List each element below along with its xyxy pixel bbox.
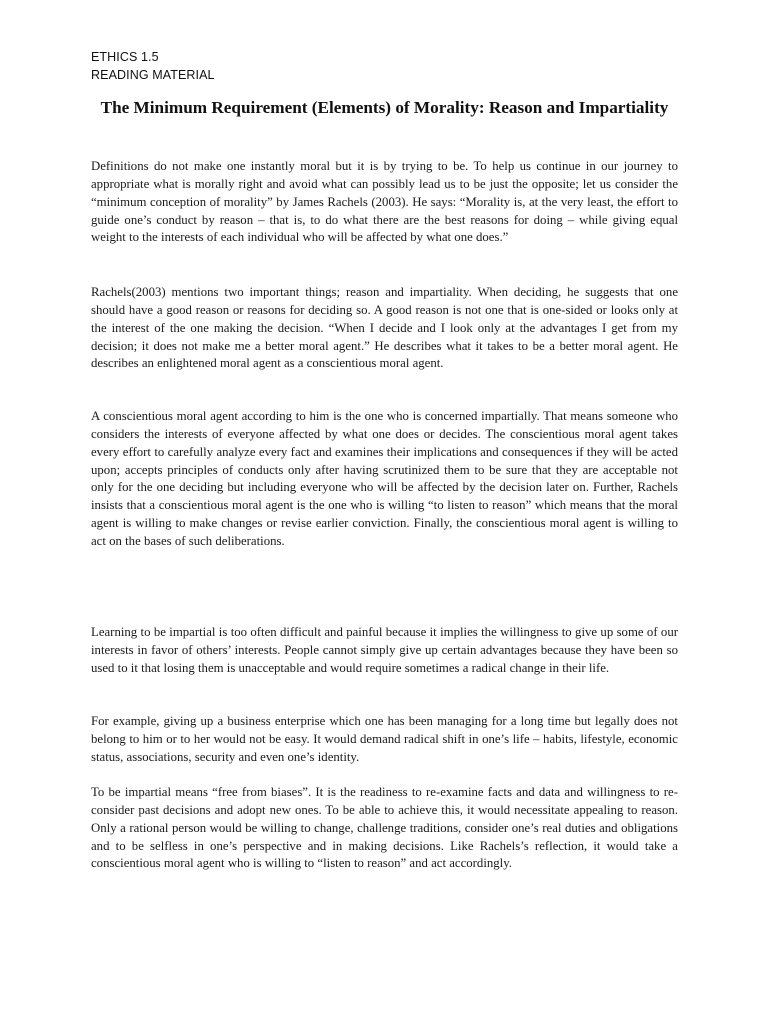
paragraph-free-from-biases: To be impartial means “free from biases”. It is the readiness to re-examine facts and data and willingness to re-consider past decisions and adopt new ones. To be able to achieve this, it would necessitate appealing to reason. Only a rational person would be willing to change, challenge traditions, consider one’s real duties and obligations and to be selfless in one’s perspective and in making decisions. Like Rachels’s reflection, it would take a conscientious moral agent who is willing to “listen to reason” and act accordingly. bbox=[91, 785, 678, 871]
paragraph-example: For example, giving up a business enterprise which one has been managing for a long time but legally does not belong to him or to her would not be easy. It would demand radical shift in one’s life – habits, lifestyle, economic status, associations, security and even one’s identity. bbox=[91, 714, 678, 764]
material-type-label: READING MATERIAL bbox=[91, 68, 215, 82]
paragraph-reason-impartiality: Rachels(2003) mentions two important things; reason and impartiality. When deciding, he suggests that one should have a good reason or reasons for deciding so. A good reason is not one that is one-sided or looks only at the interest of the one making the decision. “When I decide and I look only at the advantages I get from my decision; it does not make me a better moral agent.” He describes what it takes to be a better moral agent. He describes an enlightened moral agent as a conscientious moral agent. bbox=[91, 285, 678, 371]
paragraph-definition: Definitions do not make one instantly moral but it is by trying to be. To help us continue in our journey to appropriate what is morally right and avoid what can possibly lead us to be just the opposite; let us consider the “minimum conception of morality” by James Rachels (2003). He says: “Morality is, at the very least, the effort to guide one’s conduct by reason – that is, to do what there are the best reasons for doing – while giving equal weight to the interests of each individual who will be affected by what one does.” bbox=[91, 159, 678, 245]
paragraph-conscientious-agent: A conscientious moral agent according to him is the one who is concerned impartially. That means someone who considers the interests of everyone affected by what one does or decides. The conscientious moral agent takes every effort to carefully analyze every fact and examines their implications and consequences if they will be acted upon; accepts principles of conducts only after having scrutinized them to be sure that they are acceptable not only for the one deciding but including everyone who will be affected by the decision later on. Further, Rachels insists that a conscientious moral agent is the one who is willing “to listen to reason” which means that the moral agent is willing to make changes or revise earlier conviction. Finally, the conscientious moral agent is willing to act on the bases of such deliberations. bbox=[91, 409, 678, 548]
paragraph-learning-impartial: Learning to be impartial is too often difficult and painful because it implies the willingness to give up some of our interests in favor of others’ interests. People cannot simply give up certain advantages because they have been so used to it that losing them is unacceptable and would require sometimes a radical change in their life. bbox=[91, 625, 678, 675]
course-code: ETHICS 1.5 bbox=[91, 50, 159, 64]
document-title: The Minimum Requirement (Elements) of Morality: Reason and Impartiality bbox=[100, 98, 669, 117]
